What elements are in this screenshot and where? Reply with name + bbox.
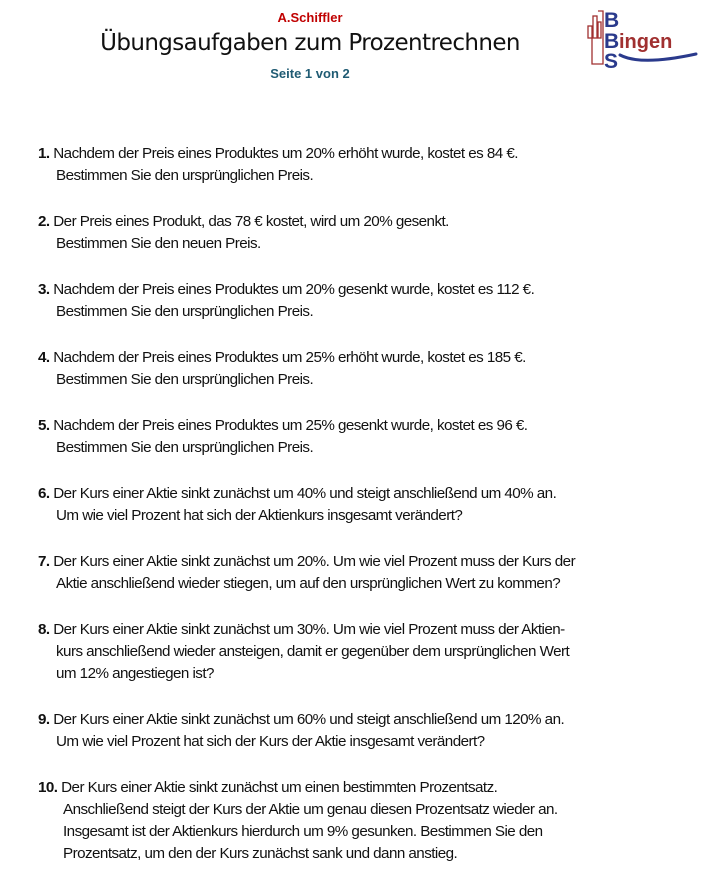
task-text: Bestimmen Sie den ursprünglichen Preis. [56,167,314,184]
task-text: Bestimmen Sie den ursprünglichen Preis. [56,303,314,320]
task-text: Der Kurs einer Aktie sinkt zunächst um 30%. Um wie viel Prozent muss der Aktien- [53,621,565,638]
task-number: 2. [38,213,50,230]
task-item [38,777,708,865]
task-item [38,143,708,187]
logo-swoosh [620,54,696,60]
logo-letter-s: S [604,50,619,70]
task-text: Bestimmen Sie den neuen Preis. [56,235,261,252]
task-item [38,415,708,459]
logo-letter-b2: B [604,30,620,53]
task-item [38,347,708,391]
page-info: Seite 1 von 2 [270,66,350,81]
task-list [38,143,708,889]
task-text: Nachdem der Preis eines Produktes um 20% gesenkt wurde, kostet es 112 €. [53,281,535,298]
task-item [38,279,708,323]
author-name: A.Schiffler [277,10,343,25]
task-number: 9. [38,711,50,728]
task-text: Nachdem der Preis eines Produktes um 20% erhöht wurde, kostet es 84 €. [53,145,518,162]
task-number: 8. [38,621,50,638]
task-text: Um wie viel Prozent hat sich der Aktienkurs insgesamt verändert? [56,507,463,524]
task-text: Prozentsatz, um den der Kurs zunächst sank und dann anstieg. [63,845,458,862]
task-text: Aktie anschließend wieder stiegen, um auf den ursprünglichen Wert zu kommen? [56,575,561,592]
task-text: Der Kurs einer Aktie sinkt zunächst um 40% und steigt anschließend um 40% an. [53,485,557,502]
task-text: Bestimmen Sie den ursprünglichen Preis. [56,371,314,388]
task-text: Um wie viel Prozent hat sich der Kurs der Aktie insgesamt verändert? [56,733,485,750]
task-text: um 12% angestiegen ist? [56,665,214,682]
task-item [38,551,708,595]
task-number: 6. [38,485,50,502]
task-number: 3. [38,281,50,298]
task-item [38,709,708,753]
task-number: 7. [38,553,50,570]
task-item [38,619,708,685]
task-number: 5. [38,417,50,434]
task-text: Der Kurs einer Aktie sinkt zunächst um 20%. Um wie viel Prozent muss der Kurs der [53,553,576,570]
task-text: Bestimmen Sie den ursprünglichen Preis. [56,439,314,456]
task-text: Nachdem der Preis eines Produktes um 25% gesenkt wurde, kostet es 96 €. [53,417,528,434]
task-number: 4. [38,349,50,366]
task-text: Der Preis eines Produkt, das 78 € kostet, wird um 20% gesenkt. [53,213,449,230]
task-text: Der Kurs einer Aktie sinkt zunächst um einen bestimmten Prozentsatz. [61,779,498,796]
page-header [0,0,728,100]
logo-letter-b1: B [604,9,620,32]
task-number: 10. [38,779,58,796]
task-text: Anschließend steigt der Kurs der Aktie um genau diesen Prozentsatz wieder an. [63,801,558,818]
task-text: Der Kurs einer Aktie sinkt zunächst um 60% und steigt anschließend um 120% an. [53,711,565,728]
task-number: 1. [38,145,50,162]
bbs-bingen-logo [586,8,698,70]
building-icon [588,11,603,64]
task-text: Nachdem der Preis eines Produktes um 25% erhöht wurde, kostet es 185 €. [53,349,526,366]
task-item [38,211,708,255]
task-text: kurs anschließend wieder ansteigen, damit er gegenüber dem ursprünglichen Wert [56,643,570,660]
task-text: Insgesamt ist der Aktienkurs hierdurch um 9% gesunken. Bestimmen Sie den [63,823,543,840]
task-item [38,483,708,527]
page-title: Übungsaufgaben zum Prozentrechnen [100,30,520,56]
logo-word-ingen: ingen [619,31,673,53]
